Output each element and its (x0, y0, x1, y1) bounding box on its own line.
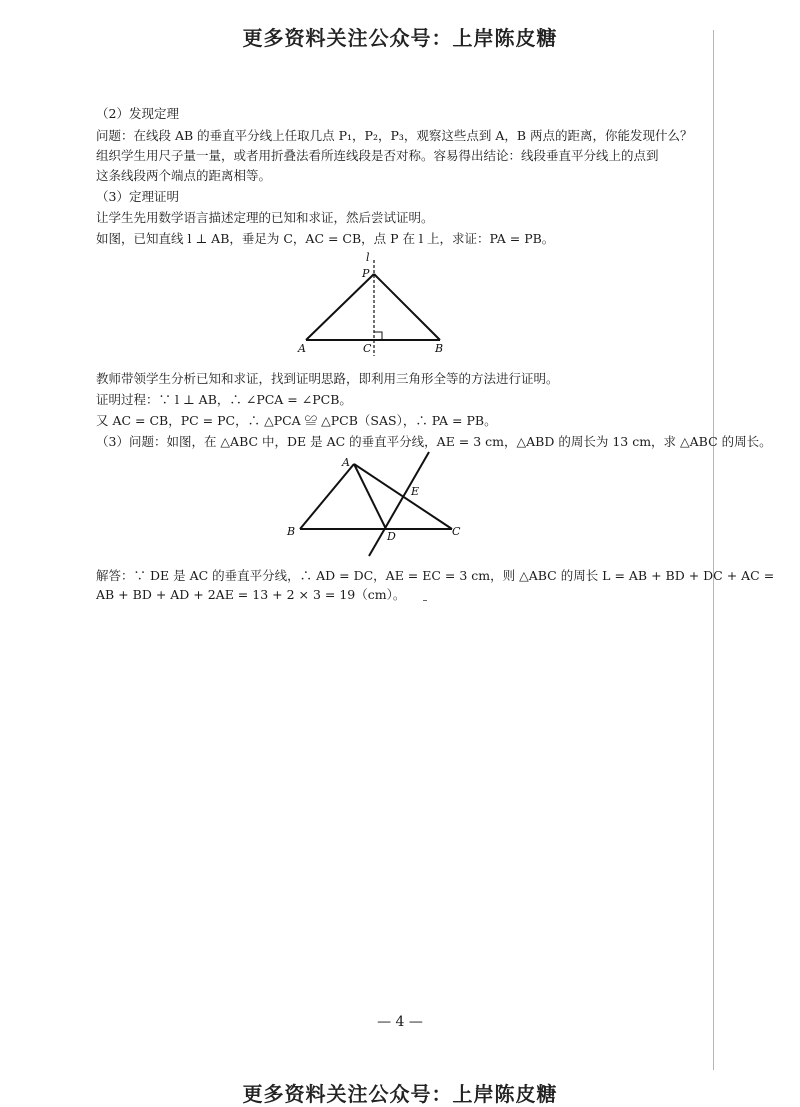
analysis-text: 教师带领学生分析已知和求证，找到证明思路，即利用三角形全等的方法进行证明。 (96, 371, 559, 386)
solution-text-cont: AB + BD + AD + 2AE = 13 + 2 × 3 = 19（cm）。 (96, 587, 406, 602)
segment-AB (300, 464, 354, 529)
label-E: E (411, 485, 420, 498)
proof-step-2: 又 AC = CB，PC = PC，∴ △PCA ≌ △PCB（SAS），∴ PA = PB。 (96, 413, 497, 428)
line-DE (369, 452, 429, 556)
activity-text-cont: 这条线段两个端点的距离相等。 (96, 168, 272, 183)
footer-banner: 更多资料关注公众号：上岸陈皮糖 (242, 1082, 558, 1106)
header-banner: 更多资料关注公众号：上岸陈皮糖 (242, 26, 558, 50)
label-P: P (362, 267, 370, 280)
label-A: A (342, 456, 350, 469)
page-number: — 4 — (377, 1014, 423, 1030)
proof-intro-text: 让学生先用数学语言描述定理的已知和求证，然后尝试证明。 (96, 210, 434, 225)
segment-PB (374, 274, 440, 340)
section-heading-proof: （3）定理证明 (96, 189, 179, 204)
label-l: l (366, 251, 370, 264)
given-text: 如图，已知直线 l ⊥ AB，垂足为 C，AC = CB，点 P 在 l 上，求证：PA = PB。 (96, 231, 555, 246)
figure-perpendicular-bisector (290, 248, 470, 358)
label-B: B (287, 525, 296, 538)
label-C: C (452, 525, 461, 538)
activity-text: 组织学生用尺子量一量，或者用折叠法看所连线段是否对称。容易得出结论：线段垂直平分线上的点到 (96, 148, 659, 163)
segment-PA (306, 274, 374, 340)
scan-speck (423, 600, 427, 601)
right-angle-mark (374, 332, 382, 340)
question-text: 问题：在线段 AB 的垂直平分线上任取几点 P₁，P₂，P₃，观察这些点到 A，B 两点的距离，你能发现什么？ (96, 128, 693, 143)
label-D: D (387, 530, 396, 543)
label-A: A (298, 342, 306, 355)
label-B: B (435, 342, 444, 355)
page-edge-line (713, 30, 714, 1070)
figure-triangle-abc (280, 450, 470, 560)
section-heading-discover: （2）发现定理 (96, 106, 179, 121)
proof-step-1: 证明过程：∵ l ⊥ AB，∴ ∠PCA = ∠PCB。 (96, 392, 352, 407)
problem-text: （3）问题：如图，在 △ABC 中，DE 是 AC 的垂直平分线，AE = 3 cm，△ABD 的周长为 13 cm，求 △ABC 的周长。 (96, 434, 772, 449)
label-C: C (363, 342, 372, 355)
solution-text: 解答：∵ DE 是 AC 的垂直平分线，∴ AD = DC，AE = EC = 3 cm，则 △ABC 的周长 L = AB + BD + DC + AC = (96, 568, 775, 583)
